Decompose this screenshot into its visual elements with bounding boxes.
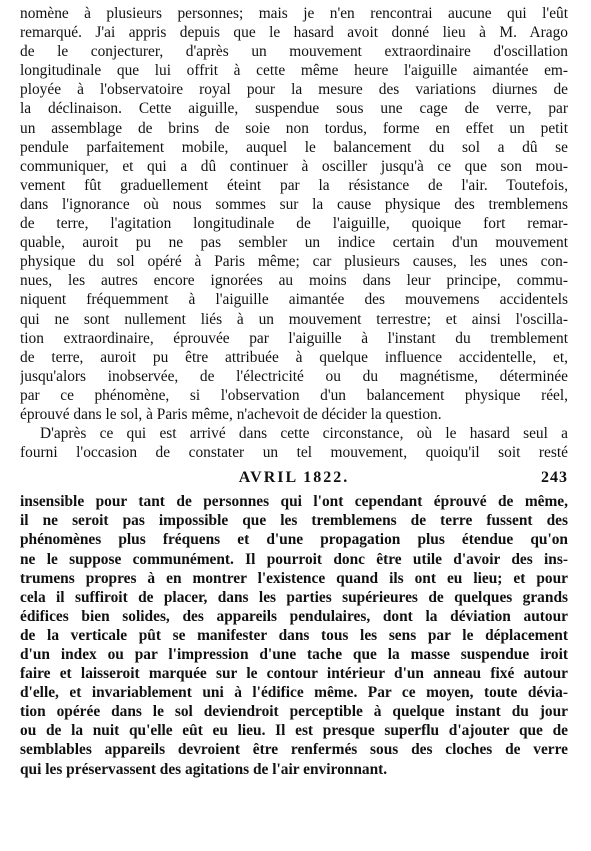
text-line: vement fût graduellement éteint par la résistance de l'air. Toutefois, — [20, 176, 568, 194]
text-line: remarqué. J'ai appris depuis que le hasard avoit donné lieu à M. Arago — [20, 24, 568, 42]
text-line: jusqu'alors inobservée, de l'électricité ou du magnétisme, déterminée — [20, 367, 568, 385]
text-line: nomène à plusieurs personnes; mais je n'en rencontrai aucune qui l'eût — [20, 5, 568, 22]
text-line: d'un index ou par l'impression d'une tache que la masse suspendue iroit — [20, 646, 568, 663]
text-line: fourni l'occasion de constater un tel mouvement, quoiqu'il soit resté — [20, 444, 568, 462]
text-line: nues, les autres encore ignorées au moins dans leur principe, commu- — [20, 272, 568, 290]
text-line: longitudinale que lui offrit à cette même heure l'aiguille aimantée em- — [20, 62, 568, 80]
text-line: cela il suffiroit de placer, dans les parties supérieures de quelques grands — [20, 588, 568, 606]
text-line: insensible pour tant de personnes qui l'ont cependant éprouvé de même, — [20, 493, 568, 511]
text-line: d'elle, et invariablement uni à l'édifice même. Par ce moyen, toute dévia- — [20, 684, 568, 702]
text-line: la déclinaison. Cette aiguille, suspendue sous une cage de verre, par — [20, 100, 568, 118]
text-line: quable, auroit pu ne pas sembler un indice certain d'un mouvement — [20, 234, 568, 252]
text-line: ployée à l'observatoire royal pour la mesure des variations diurnes de — [20, 81, 568, 99]
text-line: édifices bien solides, des appareils pendulaires, dont la déviation autour — [20, 607, 568, 625]
running-header — [20, 466, 568, 490]
text-line: de terre, auroit pu être attribuée à quelque influence accidentelle, et, — [20, 348, 568, 366]
text-line: qui ne sont nullement liés à un mouvement terrestre; et ainsi l'oscilla- — [20, 310, 568, 328]
running-header-title: AVRIL 1822. — [238, 469, 350, 487]
text-line: semblables appareils devroient être renfermés sous des cloches de verre — [20, 741, 568, 759]
text-line: niquent fréquemment à l'aiguille aimantée des mouvemens accidentels — [20, 291, 568, 309]
text-line: de le conjecturer, d'après un mouvement extraordinaire d'oscillation — [20, 43, 568, 61]
text-line: qui les préservassent des agitations de l'air environnant. — [20, 760, 388, 778]
text-line: tion opérée dans le sol deviendroit perceptible à quelque instant du jour — [20, 703, 568, 721]
text-line: pendule parfaitement mobile, auquel le balancement du sol a dû se — [20, 138, 568, 156]
lower-text-block — [20, 492, 568, 778]
text-line: par ce phénomène, si l'observation d'un balancement physique réel, — [20, 386, 568, 404]
text-line: ou de la nuit qu'elle eût eu lieu. Il est presque superflu d'ajouter que de — [20, 722, 568, 740]
text-line: tion extraordinaire, éprouvée par l'aiguille à l'instant du tremblement — [20, 329, 568, 347]
text-line: éprouvé dans le sol, à Paris même, n'achevoit de décider la question. — [20, 405, 442, 423]
text-line: un assemblage de brins de soie non tordus, forme en effet un petit — [20, 119, 568, 137]
text-line: dans l'ignorance où nous sommes sur la cause physique des tremblemens — [20, 195, 568, 213]
book-page — [20, 4, 568, 779]
upper-text-block — [20, 4, 568, 462]
text-line: ne le suppose communément. Il pourroit donc être utile d'avoir des ins- — [20, 550, 568, 568]
page-number: 243 — [541, 469, 568, 487]
text-line: phénomènes plus fréquens et d'une propagation plus étendue qu'on — [20, 531, 568, 549]
text-line: il ne seroit pas impossible que les tremblemens de terre fussent des — [20, 512, 568, 530]
text-line: faire et laisseroit marquée sur le contour intérieur d'un anneau fixé autour — [20, 665, 568, 683]
text-line: de la verticale pût se manifester dans tous les sens par le déplacement — [20, 626, 568, 644]
text-line: physique du sol opéré à Paris même; car plusieurs causes, les unes con- — [20, 253, 568, 271]
text-line: D'après ce qui est arrivé dans cette circonstance, où le hasard seul a — [40, 425, 568, 443]
text-line: communiquer, et qui a dû continuer à osciller jusqu'à ce que son mou- — [20, 157, 568, 175]
text-line: trumens propres à en montrer l'existence quand ils ont eu lieu; et pour — [20, 569, 568, 587]
text-line: de terre, l'agitation longitudinale de l'aiguille, quoique fort remar- — [20, 215, 568, 233]
